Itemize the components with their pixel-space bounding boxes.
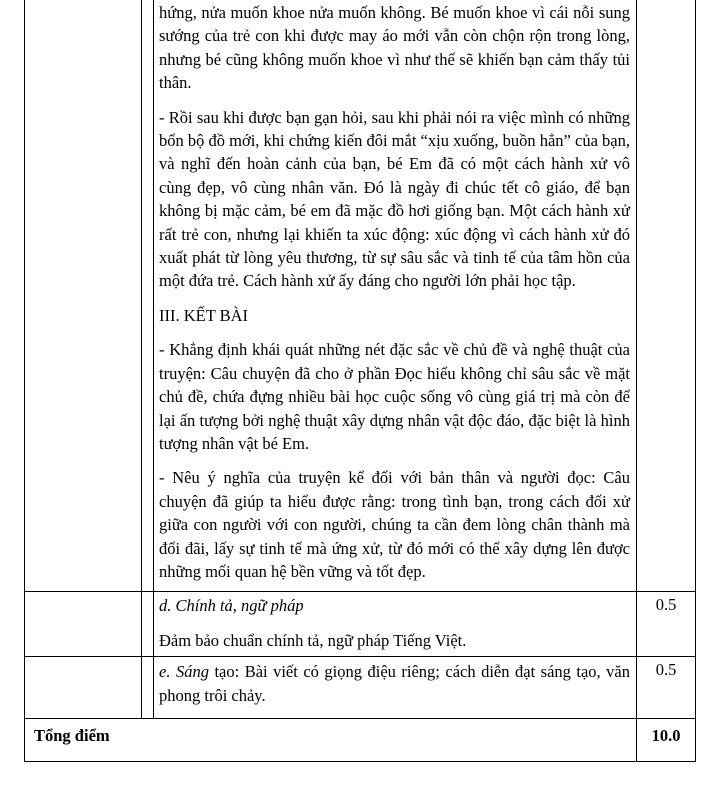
paragraph: - Khẳng định khái quát những nét đặc sắc về chủ đề và nghệ thuật của truyện: Câu chuyện đã cho ở phần Đọc hiểu không chỉ sâu sắc về mặt chủ đề, chứa đựng nhiều bài học cuộc sống vô cùng giá trị mà còn để lại ấn tượng bởi nghệ thuật xây dựng nhân vật độc đáo, đặc biệt là hình tượng nhân vật bé Em. (159, 340, 630, 453)
total-score: 10.0 (637, 718, 696, 761)
empty-cell (25, 592, 142, 657)
score-cell: 0.5 (637, 592, 696, 657)
table-row (25, 0, 696, 592)
criterion-e-cell (154, 657, 637, 719)
answer-content-cell (154, 0, 637, 592)
grading-table (24, 0, 696, 762)
criterion-text: Đảm bảo chuẩn chính tả, ngữ pháp Tiếng Việt. (159, 630, 467, 650)
criterion-text: tạo: Bài viết có giọng điệu riêng; cách diễn đạt sáng tạo, văn phong trôi chảy. (159, 662, 630, 705)
empty-cell (142, 592, 154, 657)
criterion-title: d. Chính tả, ngữ pháp (159, 596, 304, 616)
empty-cell (25, 0, 142, 592)
criterion-title: e. Sáng (159, 662, 209, 682)
total-label: Tổng điểm (25, 718, 637, 761)
score-cell: 0.5 (637, 657, 696, 719)
total-row (25, 718, 696, 761)
table-row (25, 592, 696, 657)
empty-cell (25, 657, 142, 719)
criterion-d-cell (154, 592, 637, 657)
empty-cell (142, 657, 154, 719)
paragraph: - Rồi sau khi được bạn gạn hỏi, sau khi phải nói ra việc mình có những bốn bộ đồ mới, khi chứng kiến đôi mắt “xịu xuống, buồn hẳn” của bạn, và nghĩ đến hoàn cảnh của bạn, bé Em đã có một cách hành xử vô cùng đẹp, vô cùng nhân văn. Đó là ngày đi chúc tết cô giáo, để bạn không bị mặc cảm, bé em đã mặc đồ hơi giống bạn. Một cách hành xử rất trẻ con, nhưng lại khiến ta xúc động: xúc động vì cách hành xử đó xuất phát từ lòng yêu thương, từ sự sâu sắc và tinh tế của tâm hồn của một đứa trẻ. Cách hành xử ấy đáng cho người lớn phải học tập. (159, 107, 630, 291)
section-heading: III. KẾT BÀI (159, 305, 249, 325)
empty-cell (142, 0, 154, 592)
table-row (25, 657, 696, 719)
paragraph: hứng, nửa muốn khoe nửa muốn không. Bé muốn khoe vì cái nỗi sung sướng của trẻ con khi được may áo mới vẫn còn chộn rộn trong lòng, nhưng bé cũng không muốn khoe vì như thế sẽ khiến bạn cảm thấy tủi thân. (159, 3, 630, 93)
empty-score-cell (637, 0, 696, 592)
paragraph: - Nêu ý nghĩa của truyện kể đối với bản thân và người đọc: Câu chuyện đã giúp ta hiểu được rằng: trong tình bạn, trong cách đối xử giữa con người với con người, chúng ta cần đem lòng chân thành mà đối đãi, lấy sự tinh tế mà ứng xử, từ đó mới có thể xây dựng lên được những mối quan hệ bền vững và tốt đẹp. (159, 468, 630, 581)
